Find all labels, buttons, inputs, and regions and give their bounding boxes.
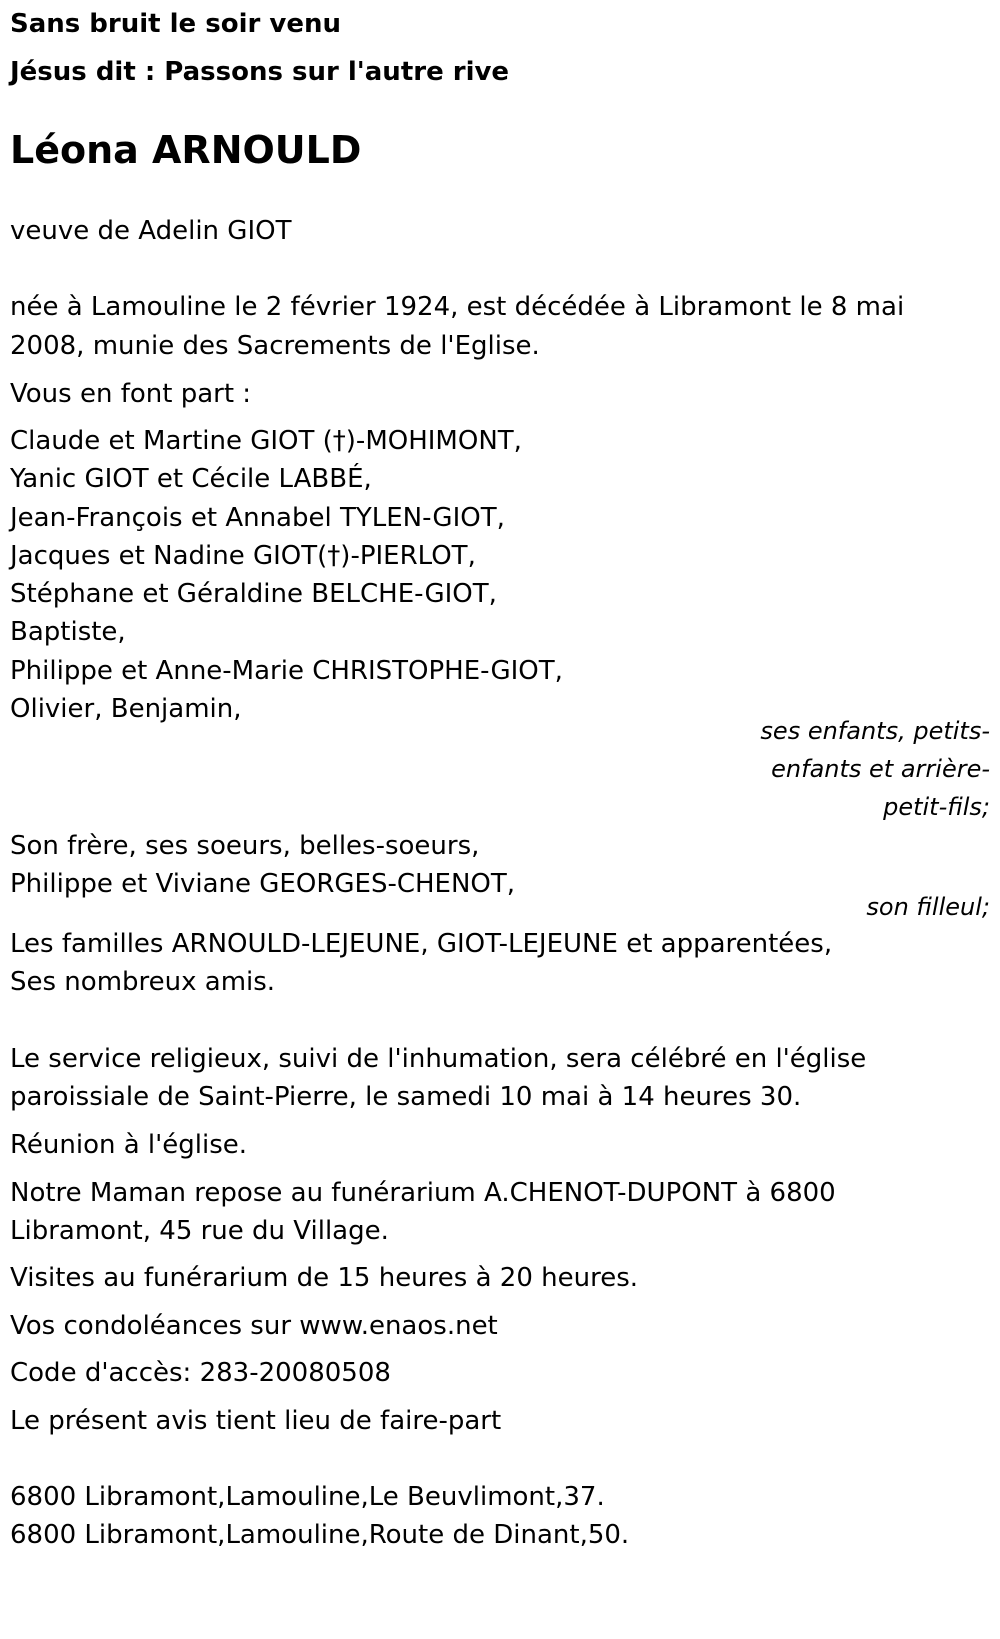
notice-line: Le présent avis tient lieu de faire-part — [10, 1406, 502, 1436]
announce-line: Vous en font part : — [10, 379, 252, 409]
children-caption-line: enfants et arrière- — [771, 755, 990, 783]
children-line: Claude et Martine GIOT (†)-MOHIMONT, — [10, 426, 522, 456]
spouse-line: veuve de Adelin GIOT — [10, 216, 292, 246]
families-line: Ses nombreux amis. — [10, 967, 276, 997]
visits-line: Visites au funérarium de 15 heures à 20 heures. — [10, 1263, 639, 1293]
funerarium-line-2: Libramont, 45 rue du Village. — [10, 1216, 389, 1246]
funerarium-line-1: Notre Maman repose au funérarium A.CHENOT-DUPONT à 6800 — [10, 1178, 836, 1208]
children-caption-line: petit-fils; — [883, 793, 990, 821]
siblings-line: Son frère, ses soeurs, belles-soeurs, — [10, 831, 480, 861]
header-line-2: Jésus dit : Passons sur l'autre rive — [10, 57, 510, 87]
access-code-line: Code d'accès: 283-20080508 — [10, 1358, 391, 1388]
families-line: Les familles ARNOULD-LEJEUNE, GIOT-LEJEUNE et apparentées, — [10, 929, 833, 959]
address-line: 6800 Libramont,Lamouline,Route de Dinant,50. — [10, 1520, 630, 1550]
children-line: Baptiste, — [10, 617, 126, 647]
birth-death-line-2: 2008, munie des Sacrements de l'Eglise. — [10, 331, 540, 361]
header-line-1: Sans bruit le soir venu — [10, 9, 341, 39]
children-line: Stéphane et Géraldine BELCHE-GIOT, — [10, 579, 497, 609]
condolences-line: Vos condoléances sur www.enaos.net — [10, 1311, 498, 1341]
children-line: Philippe et Anne-Marie CHRISTOPHE-GIOT, — [10, 656, 563, 686]
address-line: 6800 Libramont,Lamouline,Le Beuvlimont,37. — [10, 1482, 605, 1512]
godson-caption: son filleul; — [866, 893, 990, 921]
siblings-line: Philippe et Viviane GEORGES-CHENOT, — [10, 869, 516, 899]
children-line: Yanic GIOT et Cécile LABBÉ, — [10, 464, 372, 494]
children-line: Jean-François et Annabel TYLEN-GIOT, — [10, 503, 505, 533]
service-line-1: Le service religieux, suivi de l'inhumation, sera célébré en l'église — [10, 1044, 867, 1074]
children-caption-line: ses enfants, petits- — [760, 717, 990, 745]
birth-death-line-1: née à Lamouline le 2 février 1924, est décédée à Libramont le 8 mai — [10, 292, 905, 322]
meeting-line: Réunion à l'église. — [10, 1130, 248, 1160]
deceased-name: Léona ARNOULD — [10, 128, 362, 172]
children-line: Jacques et Nadine GIOT(†)-PIERLOT, — [10, 541, 476, 571]
service-line-2: paroissiale de Saint-Pierre, le samedi 10 mai à 14 heures 30. — [10, 1082, 802, 1112]
children-line: Olivier, Benjamin, — [10, 694, 242, 724]
